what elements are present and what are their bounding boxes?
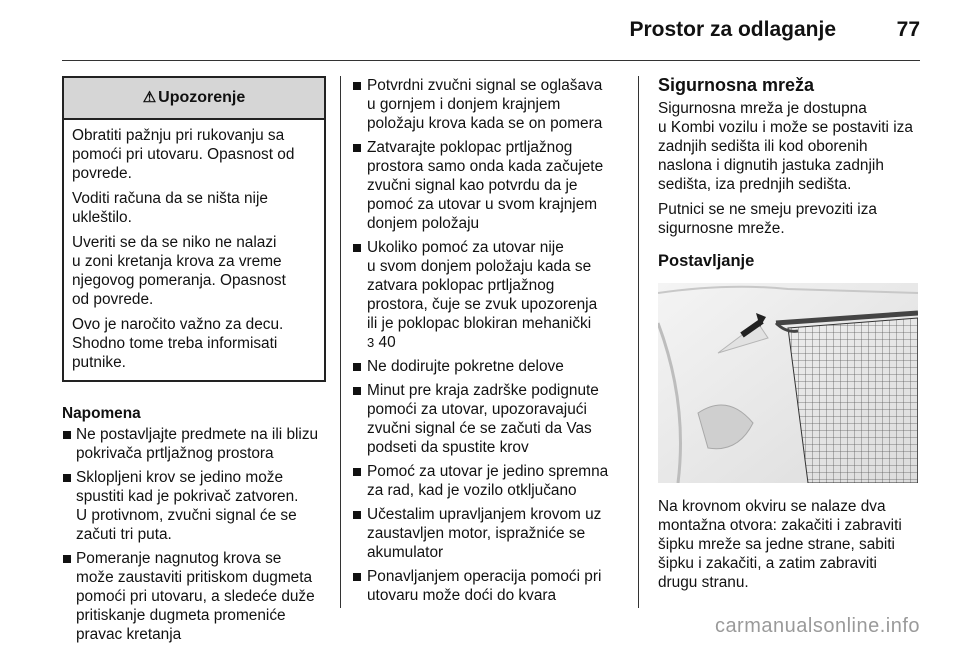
warning-title: Upozorenje [158, 89, 246, 106]
section-paragraph: Sigurnosna mreža je dostupna u Kombi vozilu i može se postaviti iza zadnjih sedišta ili kod oborenih naslona i dignutih jastuka zadnjih sedišta, iza prednjih sedišta. [658, 100, 913, 193]
middle-item: Učestalim upravljanjem krovom uz zaustavljen motor, ispražniće se akumulator [352, 505, 626, 562]
middle-item-with-reference [352, 238, 626, 352]
note-item: Sklopljeni krov se jedino može spustiti kad je pokrivač zatvoren. U protivnom, zvučni signal će se začuti tri puta. [62, 468, 326, 544]
warning-paragraph: Uveriti se da se niko ne nalazi u zoni kretanja krova za vreme njegovog pomeranja. Opasnost od povrede. [72, 234, 286, 308]
warning-triangle-icon: ⚠ [142, 89, 157, 106]
right-column [658, 76, 926, 598]
middle-item: Potvrdni zvučni signal se oglašava u gornjem i donjem krajnjem položaju krova kada se on pomera [352, 76, 626, 133]
section-title: Sigurnosna mreža [658, 75, 815, 95]
middle-item: Minut pre kraja zadrške podignute pomoći za utovar, upozoravajući zvučni signal će se začuti da Vas podseti da spustite krov [352, 381, 626, 457]
warning-box [62, 76, 326, 382]
middle-item: Ponavljanjem operacija pomoći pri utovaru može doći do kvara [352, 567, 626, 605]
middle-list [352, 76, 626, 605]
warning-body [64, 120, 324, 380]
note-list [62, 425, 326, 644]
middle-item-text: Ukoliko pomoć za utovar nije u svom donjem položaju kada se zatvara poklopac prtljažnog prostora, čuje se zvuk upozorenja ili je poklopac blokiran mehanički [367, 239, 598, 332]
warning-paragraph: Ovo je naročito važno za decu. Shodno tome treba informisati putnike. [72, 316, 284, 371]
warning-header [64, 78, 324, 120]
page-reference-icon: 3 [367, 335, 375, 350]
column-divider-right [638, 76, 639, 608]
page-header-title: Prostor za odlaganje [629, 18, 836, 41]
middle-item: Pomoć za utovar je jedino spremna za rad, kad je vozilo otključano [352, 462, 626, 500]
page-reference-link[interactable]: 40 [378, 334, 396, 351]
watermark: carmanualsonline.info [714, 615, 920, 637]
note-item: Ne postavljajte predmete na ili blizu pokrivača prtljažnog prostora [62, 425, 326, 463]
middle-item: Zatvarajte poklopac prtljažnog prostora samo onda kada začujete zvučni signal kao potvrdu da je pomoć za utovar u svom krajnjem donjem položaju [352, 138, 626, 233]
note-item: Pomeranje nagnutog krova se može zaustaviti pritiskom dugmeta pomoći pri utovaru, a sledeće duže pritiskanje dugmeta promeniće pravac kretanja [62, 549, 326, 644]
page-number: 77 [896, 18, 920, 41]
subsection-title: Postavljanje [658, 252, 755, 270]
column-divider-left [340, 76, 341, 608]
warning-paragraph: Voditi računa da se ništa nije ukleštilo. [72, 190, 268, 226]
figure-caption: Na krovnom okviru se nalaze dva montažna otvora: zakačiti i zabraviti šipku mreže sa jedne strane, sabiti šipku i zakačiti, a zatim zabraviti drugu stranu. [658, 498, 902, 591]
header-rule [62, 60, 920, 61]
note-title: Napomena [62, 405, 141, 422]
section-paragraph: Putnici se ne smeju prevoziti iza sigurnosne mreže. [658, 201, 877, 237]
cargo-net-illustration [658, 283, 918, 483]
left-column [62, 76, 326, 649]
warning-paragraph: Obratiti pažnju pri rukovanju sa pomoći pri utovaru. Opasnost od povrede. [72, 127, 295, 182]
middle-column [352, 76, 626, 610]
middle-item: Ne dodirujte pokretne delove [352, 357, 626, 376]
